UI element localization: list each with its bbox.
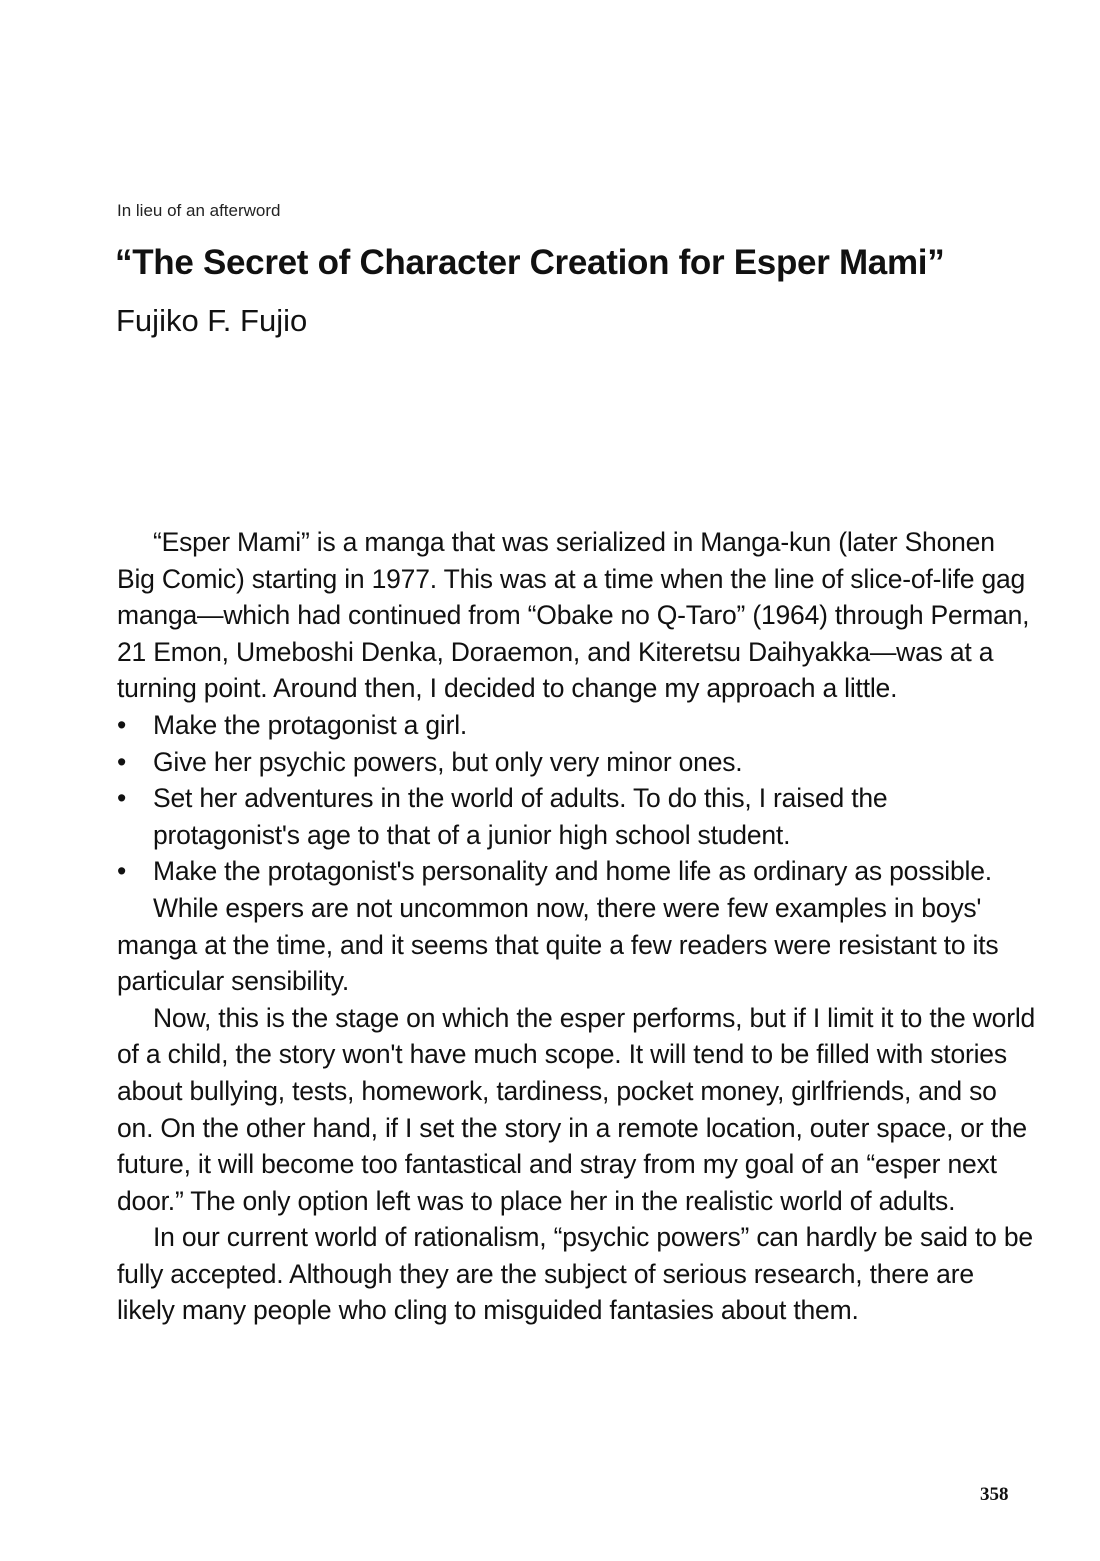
section-kicker: In lieu of an afterword <box>117 201 281 220</box>
page-title: “The Secret of Character Creation for Esper Mami” <box>115 243 945 282</box>
paragraph: In our current world of rationalism, “psychic powers” can hardly be said to be fully accepted. Although they are the subject of serious research, there are likely many people who cling to misguided fantasies about them. <box>117 1222 1033 1326</box>
paragraph: Now, this is the stage on which the esper performs, but if I limit it to the world of a child, the story won't have much scope. It will tend to be filled with stories about bullying, tests, homework, tardiness, pocket money, girlfriends, and so on. On the other hand, if I set the story in a remote location, outer space, or the future, it will become too fantastical and stray from my goal of an “esper next door.” The only option left was to place her in the realistic world of adults. <box>117 1002 1036 1216</box>
paragraph: “Esper Mami” is a manga that was serialized in Manga-kun (later Shonen Big Comic) starting in 1977. This was at a time when the line of slice-of-life gag manga—which had continued from “Obake no Q-Taro” (1964) through Perman, 21 Emon, Umeboshi Denka, Doraemon, and Kiteretsu Daihyakka—was at a turning point. Around then, I decided to change my approach a little. <box>117 527 1030 704</box>
list-item-text: Make the protagonist a girl. <box>153 709 468 740</box>
list-item-text: Set her adventures in the world of adults. To do this, I raised the protagonist's age to that of a junior high school student. <box>153 783 888 850</box>
paragraph: While espers are not uncommon now, there were few examples in boys' manga at the time, and it seems that quite a few readers were resistant to its particular sensibility. <box>117 892 999 997</box>
body-text <box>117 524 1037 1329</box>
bullet-icon: • <box>117 783 127 814</box>
bullet-icon: • <box>117 856 127 887</box>
list-item <box>117 744 1037 781</box>
list-item <box>117 780 1037 853</box>
list-item <box>117 853 1037 890</box>
list-item-text: Give her psychic powers, but only very minor ones. <box>153 746 743 777</box>
author-name: Fujiko F. Fujio <box>116 303 308 338</box>
bullet-icon: • <box>117 709 127 740</box>
list-item-text: Make the protagonist's personality and home life as ordinary as possible. <box>153 856 992 887</box>
bullet-icon: • <box>117 746 127 777</box>
bullet-list <box>117 707 1037 890</box>
page-number: 358 <box>980 1484 1009 1505</box>
list-item <box>117 707 1037 744</box>
